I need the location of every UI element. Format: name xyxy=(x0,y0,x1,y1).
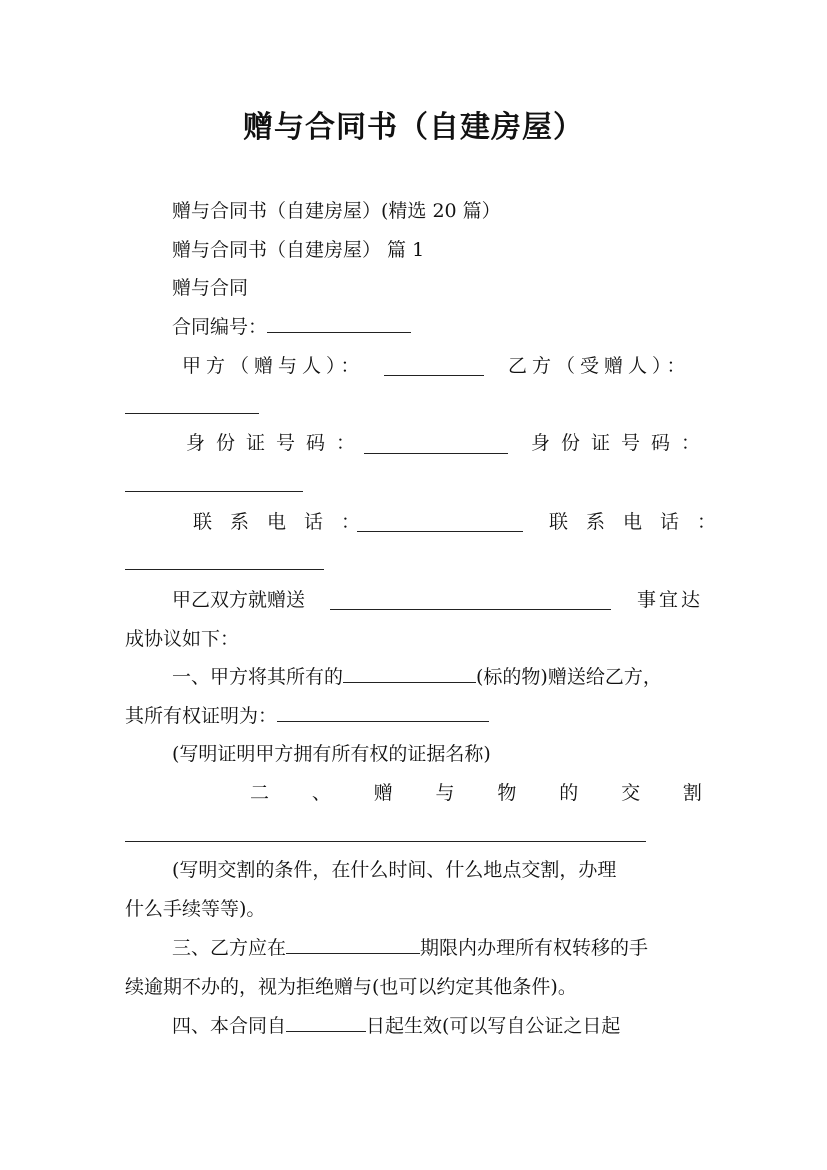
subtitle: 赠与合同书（自建房屋）(精选 20 篇） xyxy=(172,200,501,222)
party-b-label: 乙方（受赠人）： xyxy=(508,355,691,377)
clause-4-start: 四、本合同自 xyxy=(172,1015,287,1037)
clause-1-mid: (标的物)赠送给乙方， xyxy=(476,666,662,688)
clause-1-note: (写明证明甲方拥有所有权的证据名称) xyxy=(172,743,491,765)
phone-label-b: 联系电话： xyxy=(549,511,735,533)
phone-b-blank[interactable] xyxy=(125,569,324,570)
gift-intro-end: 事宜达 xyxy=(637,589,704,611)
clause-2-char: 赠 xyxy=(373,782,393,804)
phone-a-blank[interactable] xyxy=(357,531,523,532)
clause-1-proof-label: 其所有权证明为： xyxy=(125,705,278,727)
clause-2-char: 二 xyxy=(250,782,270,804)
clause-2-char: 物 xyxy=(497,782,517,804)
handover-blank[interactable] xyxy=(125,841,646,842)
ownership-proof-blank[interactable] xyxy=(277,703,489,722)
clause-3-line xyxy=(172,935,648,961)
clause-2-note-b: 什么手续等等)。 xyxy=(125,898,266,920)
clause-2-heading xyxy=(250,780,702,806)
clause-2-char: 、 xyxy=(311,782,331,804)
clause-2-note-a: (写明交割的条件，在什么时间、什么地点交割，办理 xyxy=(172,859,617,881)
clause-2-char: 与 xyxy=(435,782,455,804)
clause-1-proof-line xyxy=(125,703,489,729)
gift-intro: 甲乙双方就赠送 xyxy=(172,589,306,611)
party-a-blank[interactable] xyxy=(384,375,484,376)
clause-3-mid: 期限内办理所有权转移的手 xyxy=(420,937,649,959)
clause-1-start: 一、甲方将其所有的 xyxy=(172,666,344,688)
gift-intro-cont: 成协议如下： xyxy=(125,628,240,650)
clause-1-line xyxy=(172,664,662,690)
effective-date-blank[interactable] xyxy=(286,1013,366,1032)
party-a-label: 甲方（赠与人）： xyxy=(182,355,365,377)
subject-matter-blank[interactable] xyxy=(343,664,476,683)
contract-number-label: 合同编号： xyxy=(172,316,268,338)
contract-number-line xyxy=(172,314,411,340)
clause-4-mid: 日起生效(可以写自公证之日起 xyxy=(366,1015,621,1037)
transfer-deadline-blank[interactable] xyxy=(286,935,420,954)
article-heading: 赠与合同书（自建房屋） 篇 1 xyxy=(172,239,425,261)
clause-3-cont: 续逾期不办的，视为拒绝赠与(也可以约定其他条件)。 xyxy=(125,976,577,998)
id-label-b: 身份证号码： xyxy=(531,432,712,454)
clause-4-line xyxy=(172,1013,620,1039)
clause-2-char: 的 xyxy=(559,782,579,804)
id-b-blank[interactable] xyxy=(125,491,303,492)
contract-number-blank[interactable] xyxy=(267,314,411,333)
clause-3-start: 三、乙方应在 xyxy=(172,937,287,959)
clause-2-char: 割 xyxy=(682,782,702,804)
id-a-blank[interactable] xyxy=(364,453,508,454)
document-title: 赠与合同书（自建房屋） xyxy=(243,110,584,145)
phone-label-a: 联系电话： xyxy=(193,511,379,533)
party-b-blank[interactable] xyxy=(125,413,259,414)
clause-2-char: 交 xyxy=(621,782,641,804)
contract-name: 赠与合同 xyxy=(172,277,249,299)
gift-matter-blank[interactable] xyxy=(330,609,611,610)
id-label-a: 身份证号码： xyxy=(186,432,367,454)
